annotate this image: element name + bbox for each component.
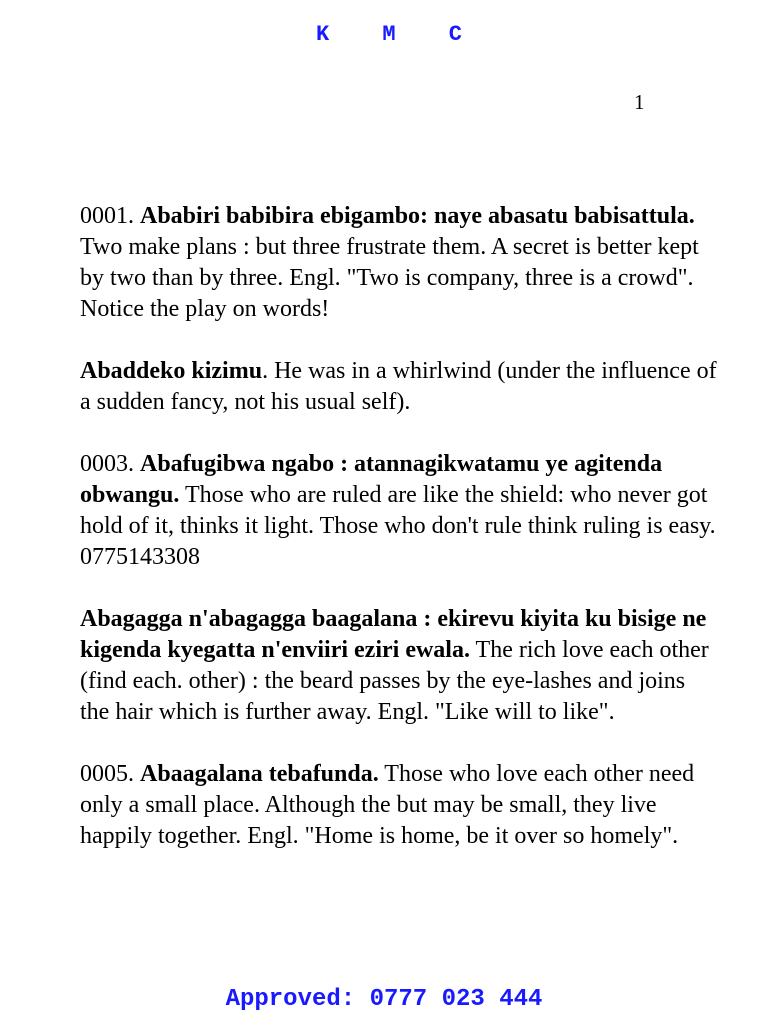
document-header [0,22,768,47]
proverb-phrase: Abafugibwa ngabo : atannagikwatamu ye agitenda obwangu. [80,451,663,508]
proverb-list [80,201,720,883]
proverb-phrase: Abagagga n'abagagga baagalana : ekirevu kiyita ku bisige ne kigenda kyegatta n'enviiri eziri ewala. [80,606,707,663]
phone-number: 0775143308 [80,544,200,570]
proverb-translation: Two make plans : but three frustrate them. A secret is better kept by two than by three. Engl. "Two is company, three is a crowd". Notice the play on words! [80,234,699,322]
proverb-phrase: Abaagalana tebafunda. [140,761,379,787]
entry-number: 0005. [80,761,140,787]
proverb-phrase: Abaddeko kizimu [80,358,263,384]
proverb-entry [80,759,720,852]
proverb-translation: . He was in a whirlwind (under the influence of a sudden fancy, not his usual self). [80,358,717,415]
entry-number: 0001. [80,203,140,229]
proverb-entry [80,604,720,728]
entry-number: 0003. [80,451,140,477]
proverb-translation: The rich love each other (find each. other) : the beard passes by the eye-lashes and joins the hair which is further away. Engl. "Like will to like". [80,637,709,725]
proverb-translation: Those who are ruled are like the shield: who never got hold of it, thinks it light. Those who don't rule think ruling is easy. [80,482,716,539]
proverb-entry [80,356,720,418]
approval-footer: Approved: 0777 023 444 [225,986,543,1013]
header-letters: K M C [315,22,462,47]
page-number: 1 [634,90,645,114]
proverb-translation: Those who love each other need only a small place. Although the but may be small, they live happily together. Engl. "Home is home, be it over so homely". [80,761,695,849]
proverb-phrase: Ababiri babibira ebigambo: naye abasatu babisattula. [140,203,695,229]
proverb-entry [80,201,720,325]
proverb-entry [80,449,720,573]
